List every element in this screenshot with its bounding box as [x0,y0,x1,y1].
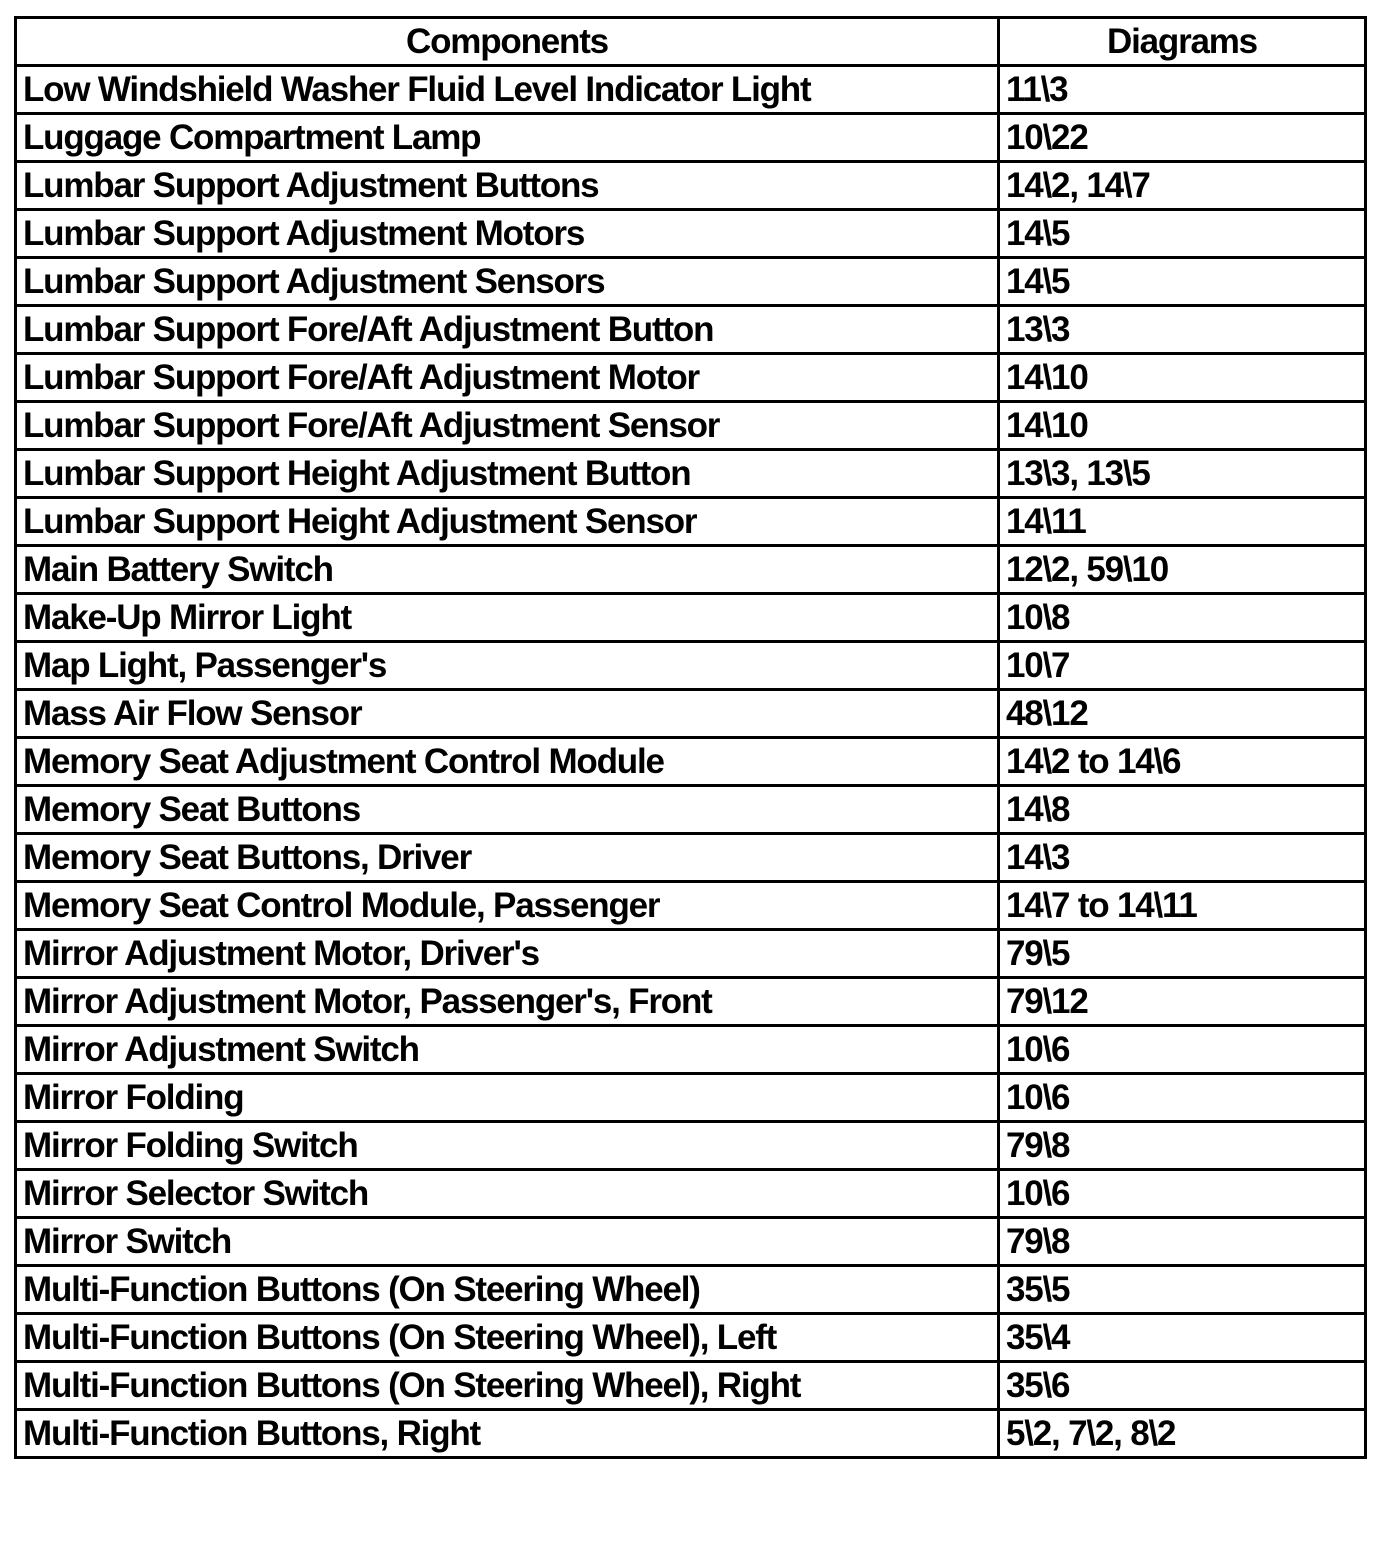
table-row [16,162,1366,210]
table-row [16,1170,1366,1218]
component-cell: Lumbar Support Adjustment Buttons [16,162,999,210]
component-cell: Mirror Adjustment Motor, Passenger's, Front [16,978,999,1026]
diagram-cell: 13\3, 13\5 [999,450,1366,498]
diagram-cell: 10\6 [999,1170,1366,1218]
diagram-cell: 14\11 [999,498,1366,546]
component-cell: Multi-Function Buttons (On Steering Wheel), Right [16,1362,999,1410]
component-cell: Mirror Selector Switch [16,1170,999,1218]
header-diagrams: Diagrams [999,18,1366,66]
table-row [16,354,1366,402]
component-cell: Mirror Switch [16,1218,999,1266]
component-cell: Mirror Folding Switch [16,1122,999,1170]
component-cell: Memory Seat Adjustment Control Module [16,738,999,786]
table-row [16,978,1366,1026]
diagram-cell: 79\5 [999,930,1366,978]
diagram-cell: 14\3 [999,834,1366,882]
diagram-cell: 14\10 [999,402,1366,450]
diagram-cell: 14\5 [999,210,1366,258]
diagram-cell: 14\2 to 14\6 [999,738,1366,786]
diagram-cell: 35\6 [999,1362,1366,1410]
table-row [16,642,1366,690]
component-cell: Multi-Function Buttons (On Steering Wheel) [16,1266,999,1314]
diagram-cell: 79\8 [999,1122,1366,1170]
table-row [16,1026,1366,1074]
component-cell: Mirror Adjustment Switch [16,1026,999,1074]
diagram-cell: 10\8 [999,594,1366,642]
table-row [16,402,1366,450]
component-cell: Memory Seat Buttons, Driver [16,834,999,882]
table-row [16,1314,1366,1362]
table-row [16,66,1366,114]
diagram-cell: 12\2, 59\10 [999,546,1366,594]
component-cell: Lumbar Support Fore/Aft Adjustment Button [16,306,999,354]
table-row [16,882,1366,930]
diagram-cell: 14\8 [999,786,1366,834]
header-components: Components [16,18,999,66]
table-row [16,1362,1366,1410]
component-cell: Lumbar Support Fore/Aft Adjustment Sensor [16,402,999,450]
diagram-cell: 11\3 [999,66,1366,114]
diagram-cell: 14\10 [999,354,1366,402]
component-cell: Low Windshield Washer Fluid Level Indicator Light [16,66,999,114]
diagram-cell: 14\7 to 14\11 [999,882,1366,930]
component-cell: Lumbar Support Height Adjustment Sensor [16,498,999,546]
diagram-cell: 13\3 [999,306,1366,354]
diagram-cell: 10\22 [999,114,1366,162]
diagram-cell: 5\2, 7\2, 8\2 [999,1410,1366,1458]
table-row [16,546,1366,594]
table-row [16,690,1366,738]
component-cell: Memory Seat Buttons [16,786,999,834]
diagram-cell: 79\8 [999,1218,1366,1266]
component-cell: Multi-Function Buttons (On Steering Wheel), Left [16,1314,999,1362]
table-row [16,1122,1366,1170]
component-cell: Luggage Compartment Lamp [16,114,999,162]
table-row [16,786,1366,834]
table-row [16,450,1366,498]
component-cell: Map Light, Passenger's [16,642,999,690]
header-row [16,18,1366,66]
diagram-cell: 10\6 [999,1074,1366,1122]
table-row [16,210,1366,258]
table-row [16,258,1366,306]
components-diagrams-table [14,16,1367,1459]
diagram-cell: 35\5 [999,1266,1366,1314]
component-cell: Mirror Adjustment Motor, Driver's [16,930,999,978]
diagram-cell: 14\2, 14\7 [999,162,1366,210]
component-cell: Lumbar Support Height Adjustment Button [16,450,999,498]
diagram-cell: 10\7 [999,642,1366,690]
component-cell: Make-Up Mirror Light [16,594,999,642]
table-body [16,66,1366,1458]
table-row [16,1266,1366,1314]
table-row [16,306,1366,354]
component-cell: Multi-Function Buttons, Right [16,1410,999,1458]
table-row [16,594,1366,642]
component-cell: Mirror Folding [16,1074,999,1122]
table-row [16,1218,1366,1266]
diagram-cell: 48\12 [999,690,1366,738]
component-cell: Lumbar Support Fore/Aft Adjustment Motor [16,354,999,402]
table-row [16,498,1366,546]
table-row [16,930,1366,978]
table-row [16,114,1366,162]
component-cell: Main Battery Switch [16,546,999,594]
diagram-cell: 14\5 [999,258,1366,306]
table-row [16,1410,1366,1458]
diagram-cell: 79\12 [999,978,1366,1026]
component-cell: Mass Air Flow Sensor [16,690,999,738]
diagram-cell: 10\6 [999,1026,1366,1074]
table-row [16,834,1366,882]
table-row [16,738,1366,786]
component-cell: Lumbar Support Adjustment Sensors [16,258,999,306]
table-row [16,1074,1366,1122]
diagram-cell: 35\4 [999,1314,1366,1362]
component-cell: Lumbar Support Adjustment Motors [16,210,999,258]
component-cell: Memory Seat Control Module, Passenger [16,882,999,930]
